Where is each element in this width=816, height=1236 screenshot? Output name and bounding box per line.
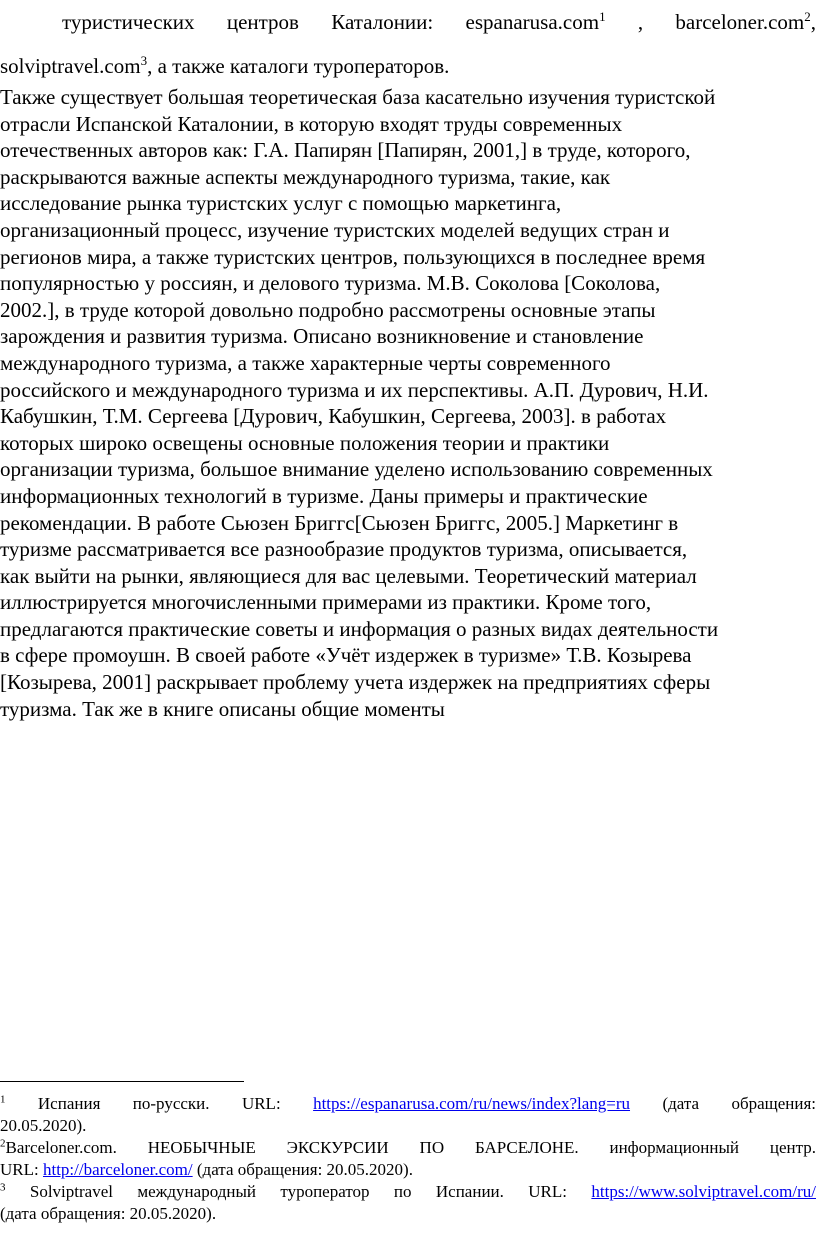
footnote-text-after-link: (дата обращения: bbox=[662, 1094, 816, 1113]
footnote-link-solviptravel[interactable]: https://www.solviptravel.com/ru/ bbox=[591, 1182, 816, 1201]
footnote-1-line-2: 20.05.2020). bbox=[0, 1116, 87, 1135]
text-line: рекомендации. В работе Сьюзен Бриггс[Сьюзен Бриггс, 2005.] Маркетинг в bbox=[0, 510, 679, 535]
footnote-link-espanarusa[interactable]: https://espanarusa.com/ru/news/index?lang=ru bbox=[313, 1094, 631, 1113]
text-line: исследование рынка туристских услуг с помощью маркетинга, bbox=[0, 191, 562, 216]
text-line: как выйти на рынки, являющиеся для вас целевыми. Теоретический материал bbox=[0, 563, 697, 588]
footnote-link-barceloner[interactable]: http://barceloner.com/ bbox=[42, 1160, 193, 1179]
footnote-number: 3 bbox=[0, 1181, 6, 1194]
text-line: [Козырева, 2001] раскрывает проблему учета издержек на предприятиях сферы bbox=[0, 670, 711, 695]
intro-segment-2: , barceloner.com bbox=[637, 10, 805, 34]
text-line: отрасли Испанской Каталонии, в которую входят труды современных bbox=[0, 111, 623, 136]
footnote-text: Solviptravel международный туроператор по Испании. URL: bbox=[5, 1182, 592, 1201]
text-line: иллюстрируется многочисленными примерами из практики. Кроме того, bbox=[0, 590, 652, 615]
footnote-1-line-1 bbox=[0, 1093, 816, 1115]
text-line: российского и международного туризма и их перспективы. А.П. Дурович, Н.И. bbox=[0, 377, 709, 402]
footnote-separator bbox=[0, 1081, 244, 1082]
footnote-text-after-link: (дата обращения: 20.05.2020). bbox=[196, 1160, 413, 1179]
text-line: туризме рассматривается все разнообразие продуктов туризма, описывается, bbox=[0, 537, 688, 562]
intro-segment-5: , а также каталоги туроператоров. bbox=[147, 54, 450, 78]
footnote-1 bbox=[0, 1093, 816, 1137]
text-line: организационный процесс, изучение туристских моделей ведущих стран и bbox=[0, 217, 670, 242]
text-line: в сфере промоушн. В своей работе «Учёт издержек в туризме» Т.В. Козырева bbox=[0, 643, 692, 668]
footnote-3-line-1 bbox=[0, 1181, 816, 1203]
intro-segment-1: туристических центров Каталонии: espanarusa.com bbox=[62, 10, 600, 34]
text-line: отечественных авторов как: Г.А. Папирян [Папирян, 2001,] в труде, которого, bbox=[0, 138, 691, 163]
footnote-number: 1 bbox=[0, 1093, 6, 1106]
footnote-2 bbox=[0, 1137, 816, 1181]
text-line: организации туризма, большое внимание уделено использованию современных bbox=[0, 457, 713, 482]
footnote-3-line-2: (дата обращения: 20.05.2020). bbox=[0, 1204, 217, 1223]
text-line: раскрываются важные аспекты международного туризма, такие, как bbox=[0, 164, 611, 189]
text-line: Также существует большая теоретическая база касательно изучения туристской bbox=[0, 85, 716, 109]
footnote-text: Испания по-русски. URL: bbox=[5, 1094, 314, 1113]
intro-segment-3: , bbox=[810, 10, 816, 34]
footnote-2-line-2 bbox=[0, 1159, 816, 1181]
footnote-2-line-1 bbox=[0, 1137, 816, 1159]
main-paragraph bbox=[0, 84, 816, 722]
footnote-ref-3[interactable]: 3 bbox=[140, 53, 148, 68]
text-line: предлагаются практические советы и информация о разных видах деятельности bbox=[0, 616, 719, 641]
text-line: которых широко освещены основные положения теории и практики bbox=[0, 430, 610, 455]
text-line: Кабушкин, Т.М. Сергеева [Дурович, Кабушкин, Сергеева, 2003]. в работах bbox=[0, 404, 667, 429]
footnotes bbox=[0, 1093, 816, 1225]
intro-segment-4: solviptravel.com bbox=[0, 54, 141, 78]
intro-line-2 bbox=[0, 44, 816, 88]
footnote-ref-1[interactable]: 1 bbox=[599, 9, 606, 24]
footnote-ref-2[interactable]: 2 bbox=[804, 9, 811, 24]
footnote-3 bbox=[0, 1181, 816, 1225]
text-line: зарождения и развития туризма. Описано возникновение и становление bbox=[0, 324, 644, 349]
intro-paragraph bbox=[0, 0, 816, 88]
text-line: популярностью у россиян, и делового туризма. М.В. Соколова [Соколова, bbox=[0, 271, 661, 296]
intro-line-1 bbox=[0, 0, 816, 44]
footnote-number: 2 bbox=[0, 1137, 6, 1150]
text-line: информационных технологий в туризме. Даны примеры и практические bbox=[0, 483, 648, 508]
footnote-url-label: URL: bbox=[0, 1160, 43, 1179]
text-line: регионов мира, а также туристских центров, пользующихся в последнее время bbox=[0, 244, 706, 269]
text-line: 2002.], в труде которой довольно подробно рассмотрены основные этапы bbox=[0, 297, 656, 322]
footnote-text: Barceloner.com. НЕОБЫЧНЫЕ ЭКСКУРСИИ ПО БАРСЕЛОНЕ. информационный центр. bbox=[5, 1138, 816, 1157]
text-line: международного туризма, а также характерные черты современного bbox=[0, 350, 611, 375]
text-line: туризма. Так же в книге описаны общие моменты bbox=[0, 696, 445, 721]
